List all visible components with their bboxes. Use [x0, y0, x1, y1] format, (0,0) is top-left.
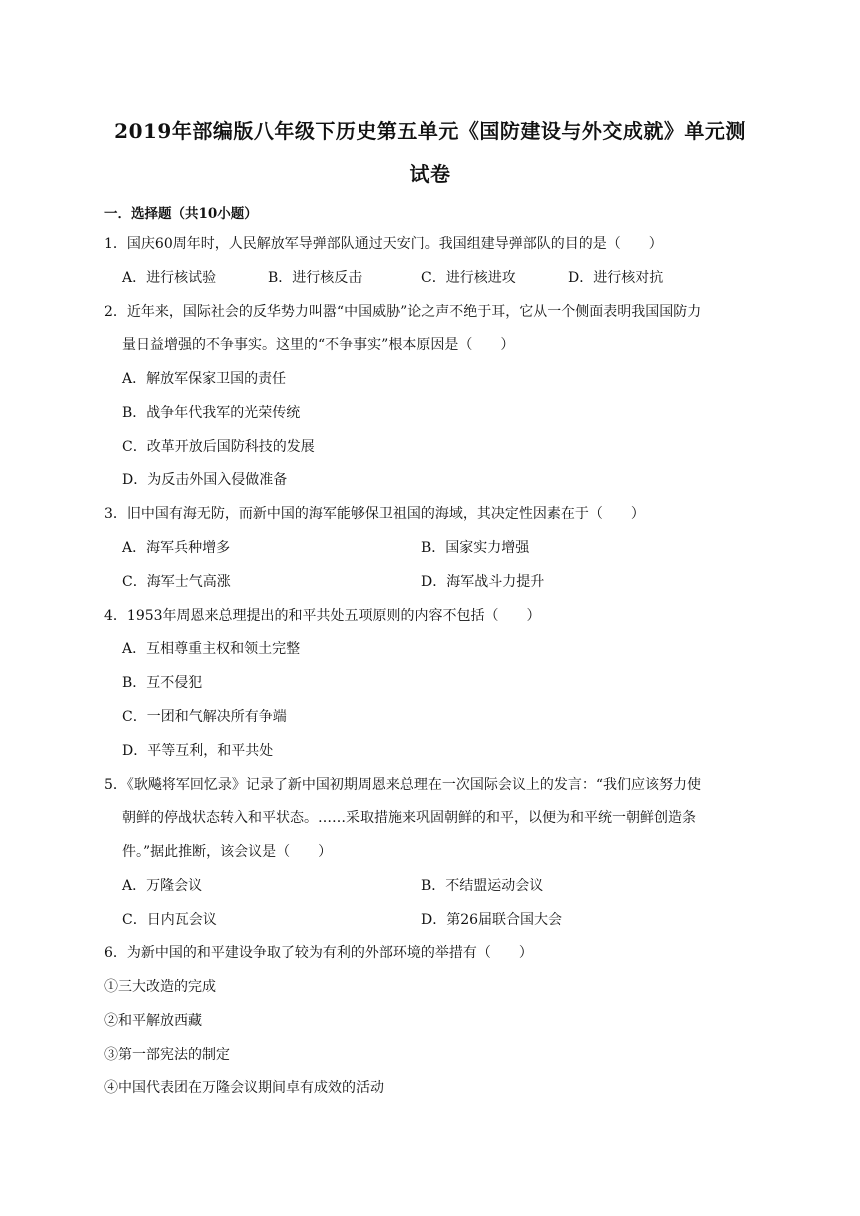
question-2-option-c: C．改革开放后国防科技的发展 — [122, 439, 315, 455]
question-6-stem: 6．为新中国的和平建设争取了较为有利的外部环境的举措有（ ） — [104, 945, 533, 961]
question-6-item-1: ①三大改造的完成 — [104, 979, 216, 995]
question-6-item-4: ④中国代表团在万隆会议期间卓有成效的活动 — [104, 1080, 384, 1096]
question-3-option-c: C．海军士气高涨 — [122, 574, 231, 590]
question-1-option-c: C．进行核进攻 — [421, 270, 516, 286]
question-2-option-a: A．解放军保家卫国的责任 — [122, 371, 287, 387]
question-4-option-c: C．一团和气解决所有争端 — [122, 709, 287, 725]
question-1-option-a: A．进行核试验 — [122, 270, 217, 286]
question-3-option-d: D．海军战斗力提升 — [421, 574, 545, 590]
question-6-item-3: ③第一部宪法的制定 — [104, 1047, 230, 1063]
question-4-option-a: A．互相尊重主权和领土完整 — [122, 641, 301, 657]
question-2-stem-continued: 量日益增强的不争事实。这里的“不争事实”根本原因是（ ） — [122, 337, 515, 353]
question-1-option-b: B．进行核反击 — [268, 270, 363, 286]
question-2-option-d: D．为反击外国入侵做准备 — [122, 472, 288, 488]
question-1-stem: 1．国庆60周年时，人民解放军导弹部队通过天安门。我国组建导弹部队的目的是（ ） — [104, 236, 663, 252]
question-5-stem: 5．《耿飚将军回忆录》记录了新中国初期周恩来总理在一次国际会议上的发言：“我们应该努力使 — [104, 777, 702, 793]
question-5-stem-continued-2: 件。”据此推断，该会议是（ ） — [122, 844, 333, 860]
document-title-line-1: 2019年部编版八年级下历史第五单元《国防建设与外交成就》单元测 — [114, 119, 746, 143]
question-2-option-b: B．战争年代我军的光荣传统 — [122, 405, 301, 421]
question-5-option-c: C．日内瓦会议 — [122, 912, 217, 928]
question-5-option-d: D．第26届联合国大会 — [421, 912, 563, 928]
question-1-option-d: D．进行核对抗 — [568, 270, 664, 286]
question-3-option-a: A．海军兵种增多 — [122, 540, 231, 556]
question-6-item-2: ②和平解放西藏 — [104, 1013, 202, 1029]
question-3-stem: 3．旧中国有海无防，而新中国的海军能够保卫祖国的海域，其决定性因素在于（ ） — [104, 506, 645, 522]
question-4-stem: 4．1953年周恩来总理提出的和平共处五项原则的内容不包括（ ） — [104, 608, 541, 624]
section-heading: 一．选择题（共10小题） — [104, 206, 258, 222]
question-3-option-b: B．国家实力增强 — [421, 540, 530, 556]
document-title-line-2: 试卷 — [409, 162, 451, 186]
question-5-option-b: B．不结盟运动会议 — [421, 878, 544, 894]
question-5-stem-continued: 朝鲜的停战状态转入和平状态。……采取措施来巩固朝鲜的和平，以便为和平统一朝鲜创造条 — [122, 810, 696, 826]
question-5-option-a: A．万隆会议 — [122, 878, 203, 894]
question-4-option-d: D．平等互利，和平共处 — [122, 743, 274, 759]
question-4-option-b: B．互不侵犯 — [122, 675, 203, 691]
question-2-stem: 2．近年来，国际社会的反华势力叫嚣“中国威胁”论之声不绝于耳，它从一个侧面表明我国国防力 — [104, 304, 702, 320]
